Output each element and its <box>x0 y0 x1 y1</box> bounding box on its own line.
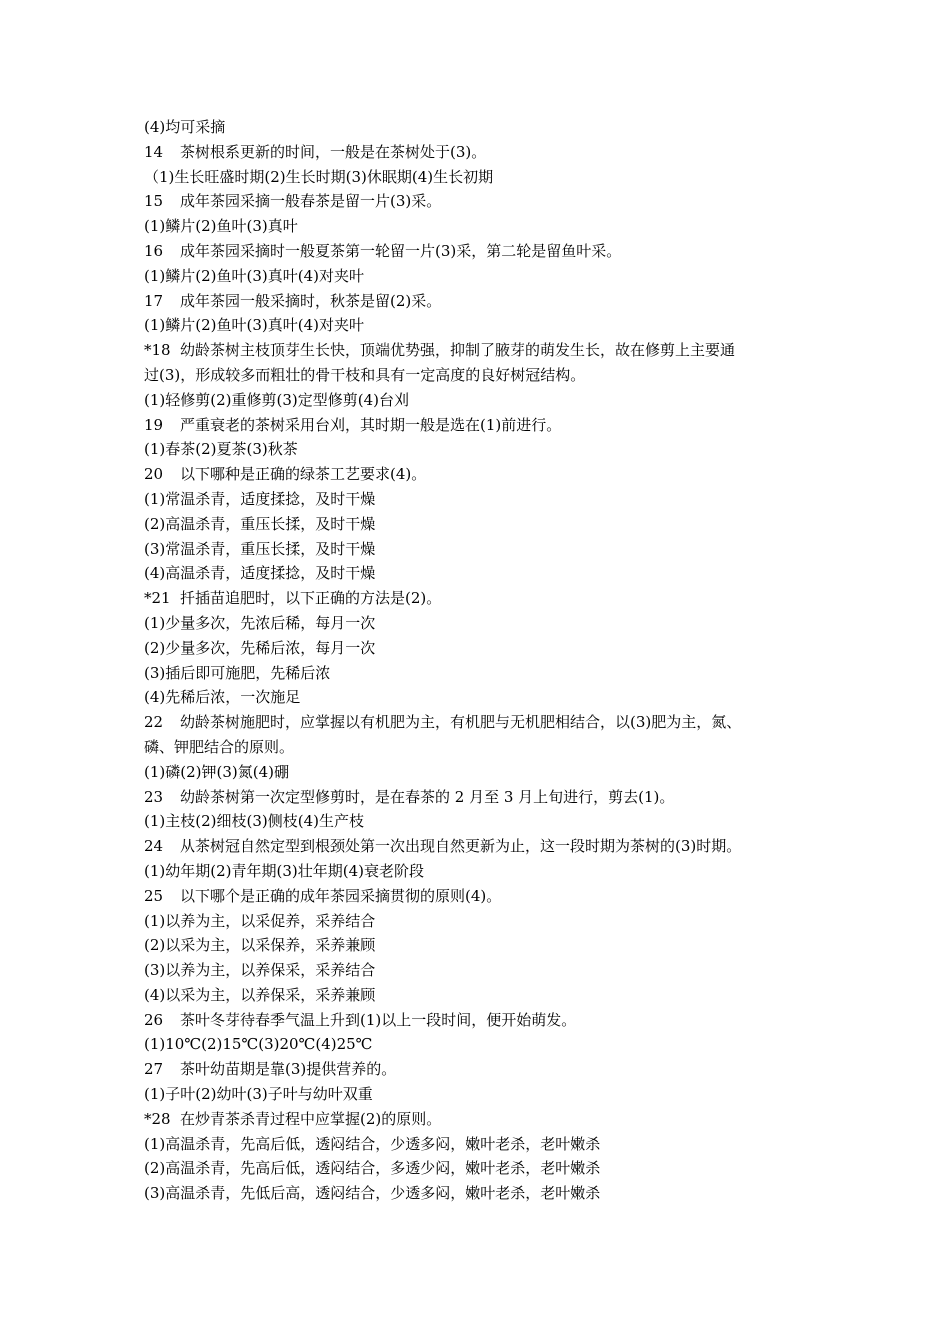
line-text: (1)鳞片(2)鱼叶(3)真叶 <box>144 217 298 236</box>
line-text: 幼龄茶树主枝顶芽生长快，顶端优势强，抑制了腋芽的萌发生长，故在修剪上主要通 <box>180 341 736 360</box>
text-line <box>144 264 824 289</box>
line-text: (3)以养为主，以养保采，采养结合 <box>144 961 376 980</box>
question-number: 26 <box>144 1010 164 1029</box>
line-text: 磷、钾肥结合的原则。 <box>144 737 295 756</box>
line-text: （1)生长旺盛时期(2)生长时期(3)休眠期(4)生长初期 <box>144 167 494 186</box>
text-line <box>144 661 824 686</box>
question-number: *28 <box>144 1109 171 1128</box>
text-line <box>144 735 824 760</box>
text-line <box>144 636 824 661</box>
question-number: 23 <box>144 787 164 806</box>
question-number: 14 <box>144 142 164 161</box>
line-text: 成年茶园采摘时一般夏茶第一轮留一片(3)采，第二轮是留鱼叶采。 <box>180 241 622 260</box>
text-line <box>144 487 824 512</box>
text-line <box>144 1181 824 1206</box>
line-text: 幼龄茶树第一次定型修剪时，是在春茶的 2 月至 3 月上旬进行，剪去(1)。 <box>180 787 675 806</box>
line-text: (4)先稀后浓，一次施足 <box>144 688 301 707</box>
line-text: 在炒青茶杀青过程中应掌握(2)的原则。 <box>180 1109 442 1128</box>
text-line <box>144 537 824 562</box>
question-line <box>144 710 824 735</box>
text-line <box>144 909 824 934</box>
line-text: 扦插苗追肥时，以下正确的方法是(2)。 <box>180 589 442 608</box>
line-text: (1)磷(2)钾(3)氮(4)硼 <box>144 762 289 781</box>
line-text: 严重衰老的茶树采用台刈，其时期一般是选在(1)前进行。 <box>180 415 562 434</box>
text-line <box>144 859 824 884</box>
text-line <box>144 1132 824 1157</box>
question-line <box>144 462 824 487</box>
line-text: 幼龄茶树施肥时，应掌握以有机肥为主，有机肥与无机肥相结合，以(3)肥为主，氮、 <box>180 713 742 732</box>
line-text: 成年茶园采摘一般春茶是留一片(3)采。 <box>180 192 442 211</box>
line-text: (4)高温杀青，适度揉捻，及时干燥 <box>144 564 376 583</box>
question-line <box>144 289 824 314</box>
line-text: 成年茶园一般采摘时，秋茶是留(2)采。 <box>180 291 442 310</box>
text-line <box>144 1032 824 1057</box>
question-number: 16 <box>144 241 164 260</box>
question-line <box>144 189 824 214</box>
line-text: (1)子叶(2)幼叶(3)子叶与幼叶双重 <box>144 1085 373 1104</box>
line-text: 过(3)，形成较多而粗壮的骨干枝和具有一定高度的良好树冠结构。 <box>144 365 586 384</box>
line-text: 以下哪个是正确的成年茶园采摘贯彻的原则(4)。 <box>180 886 502 905</box>
question-number: 24 <box>144 837 164 856</box>
line-text: (1)少量多次，先浓后稀，每月一次 <box>144 613 376 632</box>
line-text: (2)以采为主，以采保养，采养兼顾 <box>144 936 376 955</box>
text-line <box>144 165 824 190</box>
line-text: (2)高温杀青，重压长揉，及时干燥 <box>144 514 376 533</box>
text-line <box>144 611 824 636</box>
line-text: (2)少量多次，先稀后浓，每月一次 <box>144 638 376 657</box>
text-line <box>144 1156 824 1181</box>
question-line <box>144 413 824 438</box>
line-text: (3)插后即可施肥，先稀后浓 <box>144 663 331 682</box>
text-line <box>144 363 824 388</box>
text-line <box>144 809 824 834</box>
text-line <box>144 437 824 462</box>
line-text: (1)高温杀青，先高后低，透闷结合，少透多闷，嫩叶老杀，老叶嫩杀 <box>144 1134 601 1153</box>
line-text: (3)高温杀青，先低后高，透闷结合，少透多闷，嫩叶老杀，老叶嫩杀 <box>144 1184 601 1203</box>
line-text: (1)10℃(2)15℃(3)20℃(4)25℃ <box>144 1035 373 1054</box>
line-text: (1)春茶(2)夏茶(3)秋茶 <box>144 440 298 459</box>
line-text: (1)幼年期(2)青年期(3)壮年期(4)衰老阶段 <box>144 861 424 880</box>
line-text: (4)均可采摘 <box>144 118 226 136</box>
question-line <box>144 785 824 810</box>
line-text: (1)主枝(2)细枝(3)侧枝(4)生产枝 <box>144 812 364 831</box>
line-text: 以下哪种是正确的绿茶工艺要求(4)。 <box>180 465 427 484</box>
line-text: (1)鳞片(2)鱼叶(3)真叶(4)对夹叶 <box>144 266 364 285</box>
line-text: 茶叶幼苗期是靠(3)提供营养的。 <box>180 1060 397 1079</box>
line-text: (2)高温杀青，先高后低，透闷结合，多透少闷，嫩叶老杀，老叶嫩杀 <box>144 1159 601 1178</box>
question-number: *18 <box>144 341 171 360</box>
question-number: 20 <box>144 465 164 484</box>
text-line <box>144 512 824 537</box>
question-line <box>144 239 824 264</box>
question-number: 17 <box>144 291 164 310</box>
question-line <box>144 338 824 363</box>
text-line <box>144 561 824 586</box>
question-number: *21 <box>144 589 171 608</box>
question-number: 22 <box>144 713 164 732</box>
question-line <box>144 1057 824 1082</box>
line-text: (4)以采为主，以养保采，采养兼顾 <box>144 985 376 1004</box>
text-line <box>144 685 824 710</box>
text-line <box>144 983 824 1008</box>
text-line <box>144 388 824 413</box>
question-number: 19 <box>144 415 164 434</box>
question-number: 15 <box>144 192 164 211</box>
text-line <box>144 933 824 958</box>
text-line <box>144 958 824 983</box>
line-text: 茶叶冬芽待春季气温上升到(1)以上一段时间，便开始萌发。 <box>180 1010 577 1029</box>
question-line <box>144 884 824 909</box>
line-text: (1)常温杀青，适度揉捻，及时干燥 <box>144 489 376 508</box>
line-text: (1)以养为主，以采促养，采养结合 <box>144 911 376 930</box>
question-number: 27 <box>144 1060 164 1079</box>
line-text: (1)鳞片(2)鱼叶(3)真叶(4)对夹叶 <box>144 316 364 335</box>
document-body <box>144 115 824 1206</box>
text-line <box>144 760 824 785</box>
line-text: (1)轻修剪(2)重修剪(3)定型修剪(4)台刈 <box>144 390 409 409</box>
line-text: 茶树根系更新的时间，一般是在茶树处于(3)。 <box>180 142 487 161</box>
question-number: 25 <box>144 886 164 905</box>
question-line <box>144 586 824 611</box>
text-line <box>144 313 824 338</box>
text-line <box>144 214 824 239</box>
question-line <box>144 1008 824 1033</box>
text-line <box>144 115 824 140</box>
line-text: 从茶树冠自然定型到根颈处第一次出现自然更新为止，这一段时期为茶树的(3)时期。 <box>180 837 742 856</box>
question-line <box>144 1107 824 1132</box>
line-text: (3)常温杀青，重压长揉，及时干燥 <box>144 539 376 558</box>
question-line <box>144 140 824 165</box>
question-line <box>144 834 824 859</box>
text-line <box>144 1082 824 1107</box>
